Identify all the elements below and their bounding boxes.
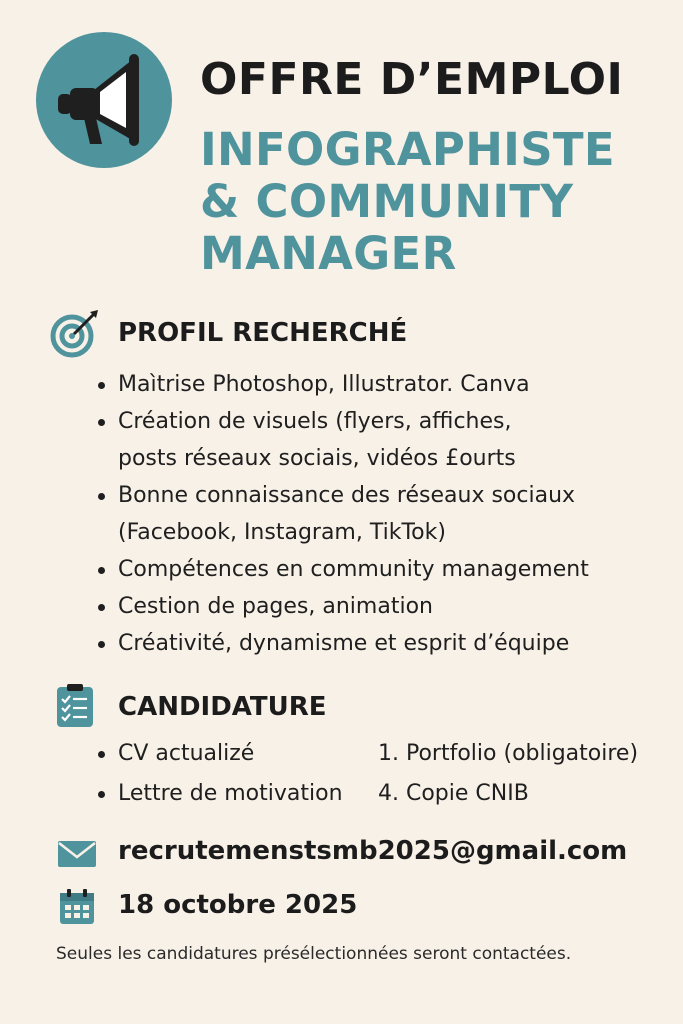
- contact-email[interactable]: recrutemenstsmb2025@gmail.com: [118, 836, 628, 866]
- page-title: OFFRE D’EMPLOI: [200, 54, 624, 105]
- calendar-icon: [56, 886, 98, 932]
- job-title-line: MANAGER: [200, 227, 457, 280]
- mail-icon: [56, 832, 98, 878]
- deadline-row: [56, 886, 416, 930]
- profile-heading: PROFIL RECHERCHÉ: [118, 318, 408, 348]
- checklist-icon: [50, 682, 100, 736]
- requirements-list: [96, 366, 656, 662]
- list-item: CV actualizé: [96, 734, 343, 774]
- job-title-line: INFOGRAPHISTE: [200, 123, 615, 176]
- list-item: Maìtrise Photoshop, Illustrator. Canva: [96, 366, 656, 403]
- list-item: Créativité, dynamisme et esprit d’équipe: [96, 625, 656, 662]
- list-item: Compétences en community management: [96, 551, 656, 588]
- application-heading: CANDIDATURE: [118, 692, 327, 722]
- header: [0, 0, 683, 300]
- application-deadline: 18 octobre 2025: [118, 890, 358, 920]
- megaphone-icon: [36, 32, 172, 168]
- email-row: [56, 832, 628, 876]
- application-section-header: [50, 682, 370, 732]
- footer-note: Seules les candidatures présélectionnées seront contactées.: [56, 944, 572, 964]
- job-title-line: & COMMUNITY: [200, 175, 574, 228]
- list-item: Lettre de motivation: [96, 774, 343, 814]
- application-documents-right: [378, 734, 638, 814]
- list-item: Création de visuels (flyers, affiches, posts réseaux sociais, vidéos £ourts: [96, 403, 538, 477]
- list-item: 1. Portfolio (obligatoire): [378, 741, 639, 766]
- target-icon: [50, 308, 102, 364]
- application-documents-left: [96, 734, 343, 814]
- list-item: 4. Copie CNIB: [378, 781, 529, 806]
- list-item: Cestion de pages, animation: [96, 588, 656, 625]
- profile-section-header: [50, 308, 470, 358]
- list-item: Bonne connaissance des réseaux sociaux (Facebook, Instagram, TikTok): [96, 477, 618, 551]
- job-title: [200, 124, 670, 280]
